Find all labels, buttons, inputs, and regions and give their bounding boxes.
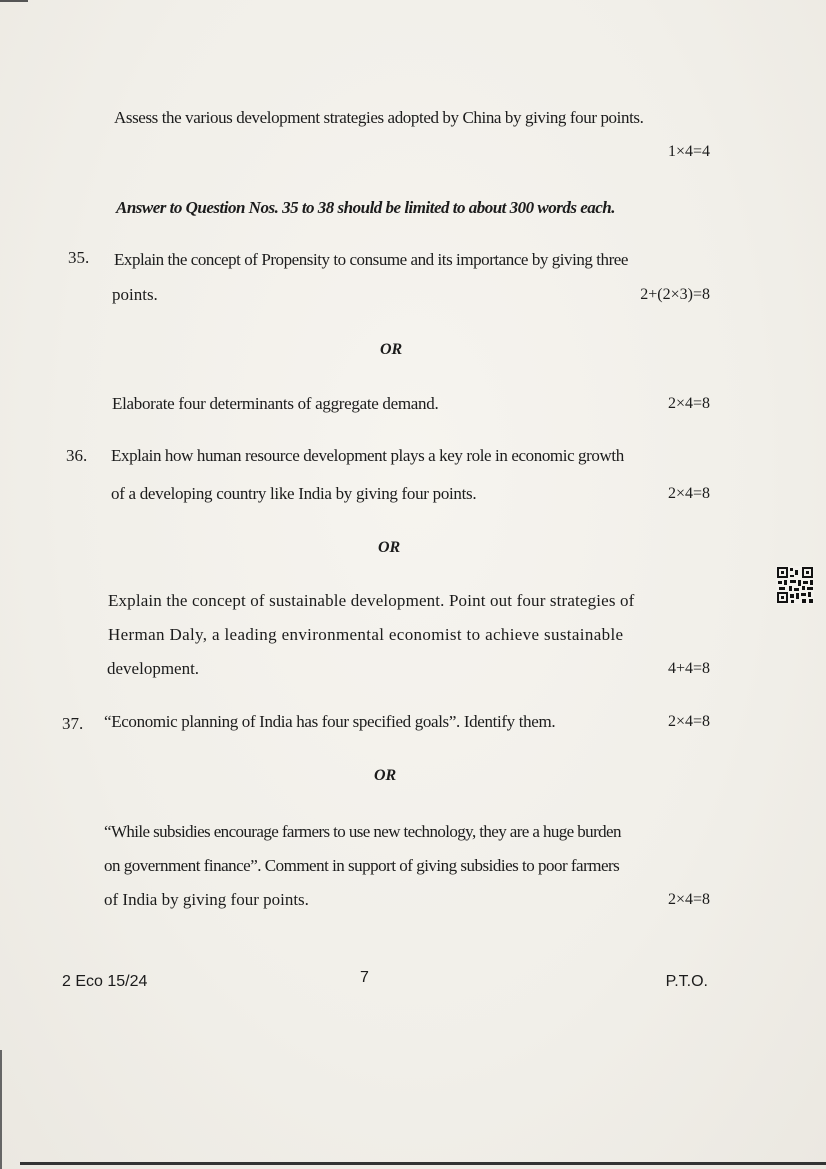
q37-or: OR [374, 767, 397, 784]
q37-number: 37. [62, 714, 84, 733]
q37-alt-line2: on government finance”. Comment in support of giving subsidies to poor farmers [104, 856, 620, 875]
q37-alt-marks: 2×4=8 [667, 891, 710, 908]
q34-or-marks: 1×4=4 [667, 143, 710, 160]
footer-pto: P.T.O. [665, 973, 708, 990]
q36-alt-marks: 4+4=8 [667, 660, 710, 677]
q36-or: OR [378, 539, 401, 556]
section-instruction: Answer to Question Nos. 35 to 38 should be limited to about 300 words each. [116, 198, 616, 217]
page-edge-bottom [20, 1162, 826, 1165]
q35-line2: points. [112, 285, 158, 304]
q37-line1: “Economic planning of India has four specified goals”. Identify them. [104, 712, 556, 731]
q36-line1: Explain how human resource development plays a key role in economic growth [111, 446, 624, 465]
q36-alt-line3: development. [107, 659, 200, 678]
page-edge-left [0, 1050, 2, 1169]
q35-number: 35. [68, 248, 90, 267]
q36-alt-line1: Explain the concept of sustainable development. Point out four strategies of [108, 591, 635, 610]
q37-alt-line1: “While subsidies encourage farmers to use new technology, they are a huge burden [104, 822, 621, 841]
q35-alt-text: Elaborate four determinants of aggregate demand. [112, 394, 439, 413]
q36-marks: 2×4=8 [667, 485, 710, 502]
page-edge-top [0, 0, 28, 2]
footer-page-number: 7 [360, 969, 369, 986]
q36-number: 36. [66, 446, 88, 465]
footer-paper-code: 2 Eco 15/24 [62, 973, 148, 990]
q36-line2: of a developing country like India by giving four points. [111, 484, 477, 503]
q37-marks: 2×4=8 [667, 713, 710, 730]
q34-or-text: Assess the various development strategies adopted by China by giving four points. [114, 108, 644, 127]
qr-code-icon [776, 566, 814, 604]
q36-alt-line2: Herman Daly, a leading environmental economist to achieve sustainable [108, 625, 624, 644]
q35-alt-marks: 2×4=8 [667, 395, 710, 412]
q35-or: OR [380, 341, 403, 358]
q37-alt-line3: of India by giving four points. [104, 890, 309, 909]
q35-marks: 2+(2×3)=8 [640, 286, 710, 303]
q35-line1: Explain the concept of Propensity to consume and its importance by giving three [114, 250, 628, 269]
